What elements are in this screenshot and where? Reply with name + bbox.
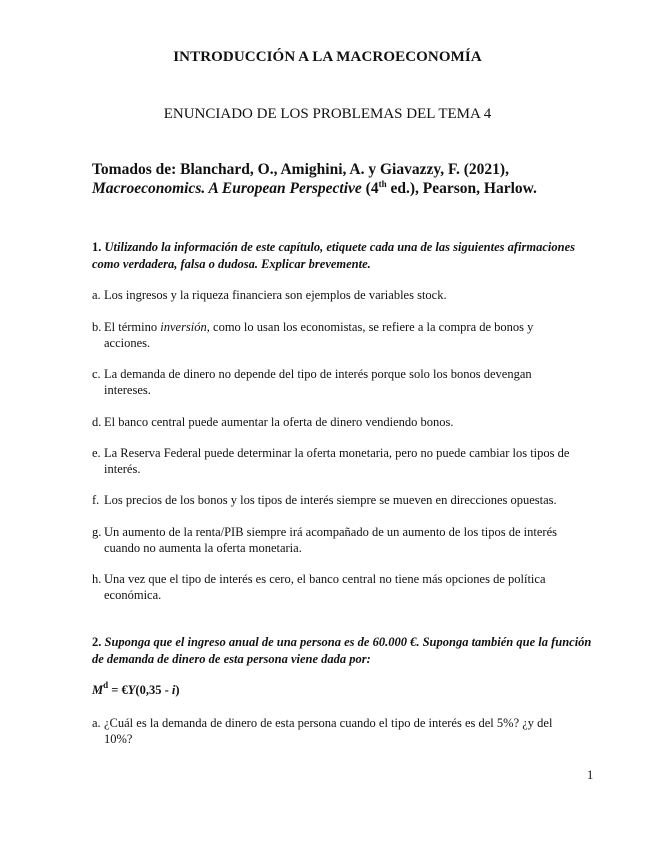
- item-d-label: d.: [92, 415, 102, 429]
- item-h: [92, 571, 592, 603]
- q2-item-a-text: ¿Cuál es la demanda de dinero de esta persona cuando el tipo de interés es del 5%? ¿y del: [104, 716, 553, 730]
- source-edition-close: ed.), Pearson, Harlow.: [386, 180, 537, 197]
- document-title: INTRODUCCIÓN A LA MACROECONOMÍA: [173, 49, 482, 65]
- question-1: [92, 239, 592, 273]
- source-edition-open: (4: [361, 180, 379, 197]
- item-h-continuation: económica.: [104, 588, 162, 602]
- item-d: [92, 414, 592, 430]
- item-c: [92, 366, 592, 398]
- q2-item-a-label: a.: [92, 716, 101, 730]
- formula-m: M: [92, 683, 104, 697]
- question-2: [92, 634, 592, 668]
- item-e-label: e.: [92, 446, 101, 460]
- item-g-text: Un aumento de la renta/PIB siempre irá acompañado de un aumento de los tipos de interés: [104, 525, 557, 539]
- formula-close: ): [175, 683, 180, 697]
- item-c-text: La demanda de dinero no depende del tipo de interés porque solo los bonos devengan: [104, 367, 532, 381]
- item-g-continuation: cuando no aumenta la oferta monetaria.: [104, 541, 302, 555]
- item-h-text: Una vez que el tipo de interés es cero, el banco central no tiene más opciones de política: [104, 572, 546, 586]
- formula-eq: = €: [108, 683, 128, 697]
- document-subtitle: ENUNCIADO DE LOS PROBLEMAS DEL TEMA 4: [163, 106, 492, 122]
- item-e-text: La Reserva Federal puede determinar la oferta monetaria, pero no puede cambiar los tipos de: [104, 446, 570, 460]
- question-2-text: Suponga que el ingreso anual de una persona es de 60.000 €. Suponga también que la función de demanda de dinero de esta persona viene dada por:: [92, 635, 592, 666]
- item-f-label: f.: [92, 493, 100, 507]
- item-e-continuation: interés.: [104, 462, 141, 476]
- money-demand-formula: [92, 680, 180, 698]
- formula-sup: d: [103, 680, 109, 690]
- q2-item-a: [92, 715, 592, 747]
- item-a-text: Los ingresos y la riqueza financiera son ejemplos de variables stock.: [104, 288, 447, 302]
- item-b-label: b.: [92, 320, 102, 334]
- source-book-title: Macroeconomics. A European Perspective: [92, 180, 362, 197]
- question-1-number: 1.: [92, 240, 102, 254]
- item-f-text: Los precios de los bonos y los tipos de interés siempre se mueven en direcciones opuestas.: [104, 493, 557, 507]
- item-h-label: h.: [92, 572, 102, 586]
- item-b-emphasis: inversión: [160, 320, 207, 334]
- item-c-label: c.: [92, 367, 101, 381]
- item-d-text: El banco central puede aumentar la oferta de dinero vendiendo bonos.: [104, 415, 454, 429]
- source-edition-sup: th: [378, 179, 387, 189]
- item-g: [92, 524, 592, 556]
- q2-item-a-continuation: 10%?: [104, 732, 133, 746]
- source-prefix: Tomados de: Blanchard, O., Amighini, A. y Giavazzy, F. (2021),: [92, 161, 509, 178]
- question-2-number: 2.: [92, 635, 102, 649]
- source-reference: [92, 160, 612, 198]
- item-a-label: a.: [92, 288, 101, 302]
- item-c-continuation: intereses.: [104, 383, 151, 397]
- formula-i: i: [171, 683, 176, 697]
- item-b-text-pre: El término: [104, 320, 161, 334]
- item-g-label: g.: [92, 525, 102, 539]
- page-number: 1: [587, 768, 594, 782]
- item-b-continuation: acciones.: [104, 336, 151, 350]
- formula-paren: (0,35 -: [135, 683, 172, 697]
- item-f: [92, 492, 592, 508]
- item-b-text-post: , como lo usan los economistas, se refiere a la compra de bonos y: [206, 320, 534, 334]
- item-b: [92, 319, 592, 351]
- item-e: [92, 445, 592, 477]
- question-1-text: Utilizando la información de este capítulo, etiquete cada una de las siguientes afirmaciones como verdadera, falsa o dudosa. Explicar brevemente.: [92, 240, 575, 271]
- item-a: [92, 287, 592, 303]
- formula-y: Y: [127, 683, 136, 697]
